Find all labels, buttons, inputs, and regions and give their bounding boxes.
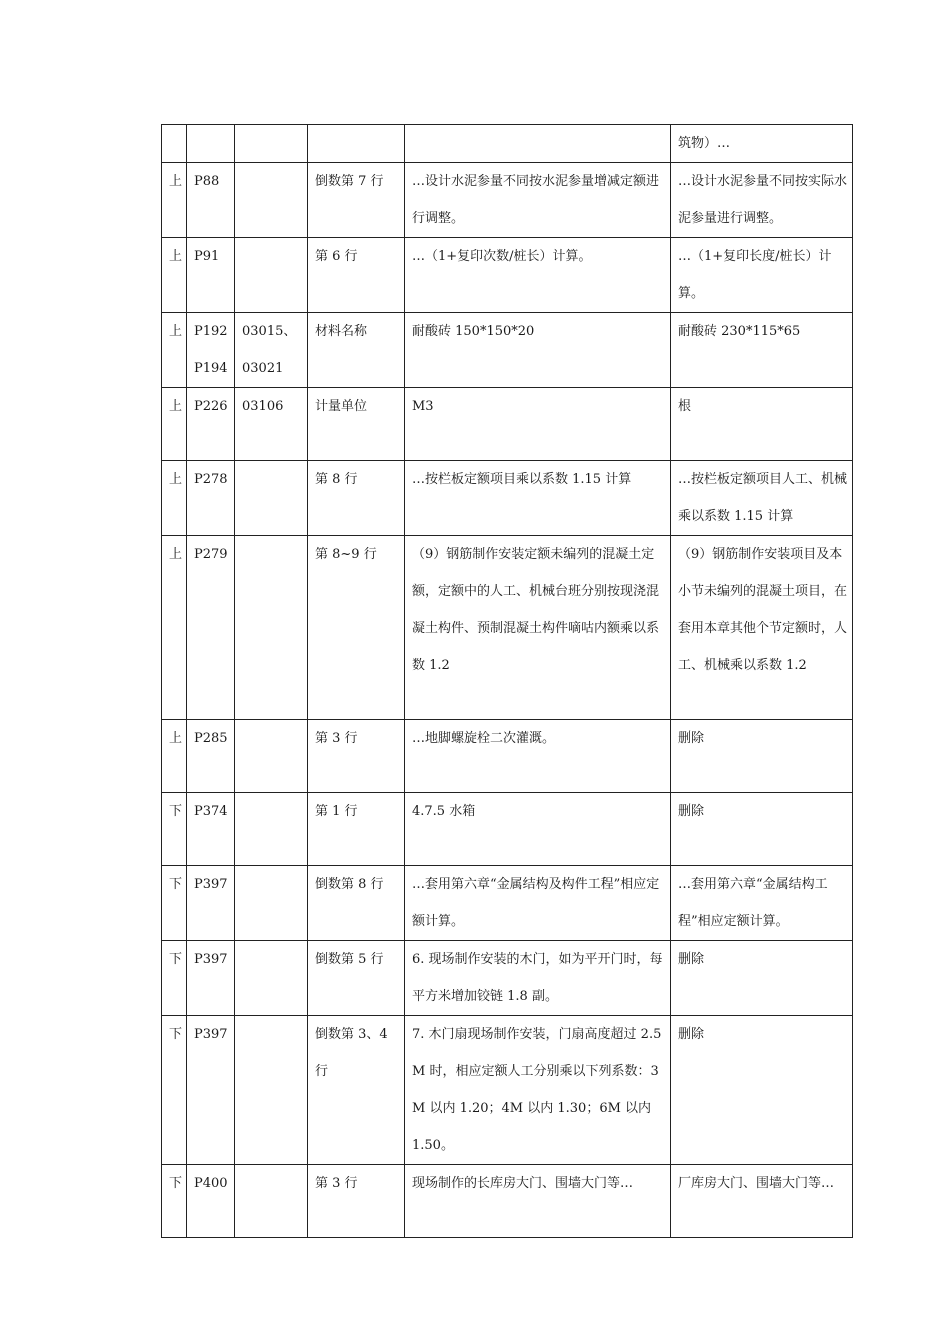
volume-cell-text: 上 xyxy=(169,324,183,339)
page-number-cell-text: P400 xyxy=(194,1176,228,1191)
location-cell xyxy=(308,163,405,238)
original-text-cell xyxy=(405,793,671,866)
original-text-cell-text: …地脚螺旋栓二次灌溉。 xyxy=(412,731,556,746)
original-text-cell-text: M3 xyxy=(412,399,434,414)
corrected-text-cell xyxy=(671,941,853,1016)
location-cell xyxy=(308,125,405,163)
volume-cell-text: 上 xyxy=(169,731,183,746)
volume-cell xyxy=(162,1016,187,1165)
page-number-cell xyxy=(187,1016,235,1165)
page-number-cell xyxy=(187,536,235,720)
page-number-cell-text: P91 xyxy=(194,249,220,264)
page-number-cell-text: P397 xyxy=(194,1027,228,1042)
page-number-cell-text: P397 xyxy=(194,952,228,967)
corrected-text-cell-text: 删除 xyxy=(678,804,705,819)
errata-table xyxy=(161,124,853,1238)
location-cell xyxy=(308,313,405,388)
original-text-cell xyxy=(405,1016,671,1165)
location-cell-text: 倒数第 8 行 xyxy=(315,877,384,892)
page-number-cell-text: P88 xyxy=(194,174,220,189)
location-cell xyxy=(308,536,405,720)
original-text-cell-text: （9）钢筋制作安装定额未编列的混凝土定额，定额中的人工、机械台班分别按现浇混凝土构件、预制混凝土构件嘀咕内额乘以系数 1.2 xyxy=(412,547,660,673)
page-number-cell-text: P192 P194 xyxy=(194,324,228,376)
corrected-text-cell-text: 厂库房大门、围墙大门等… xyxy=(678,1176,835,1191)
page-number-cell-text: P285 xyxy=(194,731,228,746)
volume-cell-text: 上 xyxy=(169,547,183,562)
original-text-cell-text: …按栏板定额项目乘以系数 1.15 计算 xyxy=(412,472,632,487)
corrected-text-cell-text: 删除 xyxy=(678,1027,705,1042)
volume-cell-text: 上 xyxy=(169,472,183,487)
item-code-cell-text: 03015、03021 xyxy=(242,324,297,376)
volume-cell-text: 下 xyxy=(169,952,183,967)
original-text-cell-text: 现场制作的长库房大门、围墙大门等… xyxy=(412,1176,634,1191)
volume-cell-text: 上 xyxy=(169,174,183,189)
corrected-text-cell xyxy=(671,1165,853,1238)
item-code-cell xyxy=(235,125,308,163)
volume-cell-text: 下 xyxy=(169,1176,183,1191)
item-code-cell xyxy=(235,313,308,388)
table-row xyxy=(162,866,853,941)
volume-cell xyxy=(162,461,187,536)
location-cell xyxy=(308,720,405,793)
table-row xyxy=(162,388,853,461)
errata-page xyxy=(161,124,852,1238)
volume-cell xyxy=(162,238,187,313)
item-code-cell xyxy=(235,388,308,461)
volume-cell xyxy=(162,388,187,461)
table-row xyxy=(162,536,853,720)
page-number-cell xyxy=(187,866,235,941)
corrected-text-cell xyxy=(671,1016,853,1165)
corrected-text-cell-text: …（1+复印长度/桩长）计算。 xyxy=(678,249,832,301)
corrected-text-cell-text: 耐酸砖 230*115*65 xyxy=(678,324,801,339)
original-text-cell xyxy=(405,866,671,941)
original-text-cell xyxy=(405,125,671,163)
page-number-cell xyxy=(187,388,235,461)
original-text-cell xyxy=(405,536,671,720)
corrected-text-cell-text: （9）钢筋制作安装项目及本小节未编列的混凝土项目，在套用本章其他个节定额时，人工、机械乘以系数 1.2 xyxy=(678,547,848,673)
volume-cell xyxy=(162,720,187,793)
original-text-cell-text: 6. 现场制作安装的木门，如为平开门时，每平方米增加铰链 1.8 副。 xyxy=(412,952,663,1004)
volume-cell xyxy=(162,866,187,941)
volume-cell xyxy=(162,536,187,720)
corrected-text-cell-text: 根 xyxy=(678,399,692,414)
errata-table-body xyxy=(162,125,853,1238)
corrected-text-cell xyxy=(671,163,853,238)
item-code-cell xyxy=(235,536,308,720)
corrected-text-cell xyxy=(671,125,853,163)
volume-cell xyxy=(162,163,187,238)
location-cell-text: 倒数第 5 行 xyxy=(315,952,384,967)
volume-cell-text: 下 xyxy=(169,1027,183,1042)
location-cell xyxy=(308,1016,405,1165)
location-cell xyxy=(308,793,405,866)
page-number-cell xyxy=(187,793,235,866)
table-row xyxy=(162,941,853,1016)
item-code-cell xyxy=(235,1165,308,1238)
table-row xyxy=(162,313,853,388)
location-cell xyxy=(308,388,405,461)
table-row xyxy=(162,1016,853,1165)
corrected-text-cell-text: 删除 xyxy=(678,731,705,746)
corrected-text-cell-text: …按栏板定额项目人工、机械乘以系数 1.15 计算 xyxy=(678,472,848,524)
location-cell-text: 第 3 行 xyxy=(315,731,358,746)
original-text-cell-text: …（1+复印次数/桩长）计算。 xyxy=(412,249,592,264)
item-code-cell-text: 03106 xyxy=(242,399,284,414)
original-text-cell xyxy=(405,720,671,793)
item-code-cell xyxy=(235,941,308,1016)
volume-cell-text: 上 xyxy=(169,249,183,264)
location-cell-text: 第 3 行 xyxy=(315,1176,358,1191)
original-text-cell xyxy=(405,1165,671,1238)
original-text-cell-text: 耐酸砖 150*150*20 xyxy=(412,324,535,339)
page-number-cell xyxy=(187,720,235,793)
location-cell xyxy=(308,866,405,941)
location-cell xyxy=(308,1165,405,1238)
volume-cell-text: 上 xyxy=(169,399,183,414)
corrected-text-cell xyxy=(671,866,853,941)
page-number-cell-text: P279 xyxy=(194,547,228,562)
item-code-cell xyxy=(235,793,308,866)
table-row xyxy=(162,720,853,793)
table-row xyxy=(162,793,853,866)
item-code-cell xyxy=(235,461,308,536)
corrected-text-cell xyxy=(671,461,853,536)
original-text-cell xyxy=(405,163,671,238)
location-cell-text: 计量单位 xyxy=(315,399,368,414)
volume-cell-text: 下 xyxy=(169,877,183,892)
table-row xyxy=(162,461,853,536)
item-code-cell xyxy=(235,1016,308,1165)
location-cell-text: 第 8 行 xyxy=(315,472,358,487)
page-number-cell xyxy=(187,163,235,238)
page-number-cell-text: P278 xyxy=(194,472,228,487)
corrected-text-cell xyxy=(671,536,853,720)
volume-cell xyxy=(162,125,187,163)
corrected-text-cell-text: 筑物）… xyxy=(678,136,731,151)
location-cell-text: 材料名称 xyxy=(315,324,368,339)
item-code-cell xyxy=(235,238,308,313)
location-cell-text: 第 6 行 xyxy=(315,249,358,264)
corrected-text-cell-text: 删除 xyxy=(678,952,705,967)
corrected-text-cell xyxy=(671,238,853,313)
page-number-cell xyxy=(187,238,235,313)
page-number-cell xyxy=(187,461,235,536)
page-number-cell xyxy=(187,941,235,1016)
page-number-cell-text: P397 xyxy=(194,877,228,892)
volume-cell xyxy=(162,793,187,866)
item-code-cell xyxy=(235,720,308,793)
original-text-cell xyxy=(405,238,671,313)
page-number-cell xyxy=(187,125,235,163)
page-number-cell-text: P374 xyxy=(194,804,228,819)
page-number-cell-text: P226 xyxy=(194,399,228,414)
item-code-cell xyxy=(235,163,308,238)
page-number-cell xyxy=(187,1165,235,1238)
volume-cell xyxy=(162,1165,187,1238)
table-row xyxy=(162,1165,853,1238)
item-code-cell xyxy=(235,866,308,941)
corrected-text-cell xyxy=(671,388,853,461)
location-cell xyxy=(308,238,405,313)
location-cell-text: 第 1 行 xyxy=(315,804,358,819)
original-text-cell-text: 7. 木门扇现场制作安装，门扇高度超过 2.5M 时，相应定额人工分别乘以下列系数：3M 以内 1.20；4M 以内 1.30；6M 以内 1.50。 xyxy=(412,1027,662,1153)
original-text-cell xyxy=(405,461,671,536)
corrected-text-cell xyxy=(671,793,853,866)
original-text-cell xyxy=(405,313,671,388)
corrected-text-cell xyxy=(671,720,853,793)
location-cell-text: 第 8~9 行 xyxy=(315,547,377,562)
table-row xyxy=(162,125,853,163)
original-text-cell xyxy=(405,941,671,1016)
original-text-cell-text: …设计水泥参量不同按水泥参量增减定额进行调整。 xyxy=(412,174,660,226)
volume-cell xyxy=(162,941,187,1016)
original-text-cell-text: 4.7.5 水箱 xyxy=(412,804,476,819)
location-cell-text: 倒数第 7 行 xyxy=(315,174,384,189)
page-number-cell xyxy=(187,313,235,388)
location-cell-text: 倒数第 3、4 行 xyxy=(315,1027,388,1079)
original-text-cell xyxy=(405,388,671,461)
table-row xyxy=(162,238,853,313)
original-text-cell-text: …套用第六章“金属结构及构件工程”相应定额计算。 xyxy=(412,877,660,929)
corrected-text-cell-text: …设计水泥参量不同按实际水泥参量进行调整。 xyxy=(678,174,848,226)
table-row xyxy=(162,163,853,238)
volume-cell xyxy=(162,313,187,388)
volume-cell-text: 下 xyxy=(169,804,183,819)
corrected-text-cell-text: …套用第六章“金属结构工程”相应定额计算。 xyxy=(678,877,828,929)
location-cell xyxy=(308,941,405,1016)
corrected-text-cell xyxy=(671,313,853,388)
location-cell xyxy=(308,461,405,536)
